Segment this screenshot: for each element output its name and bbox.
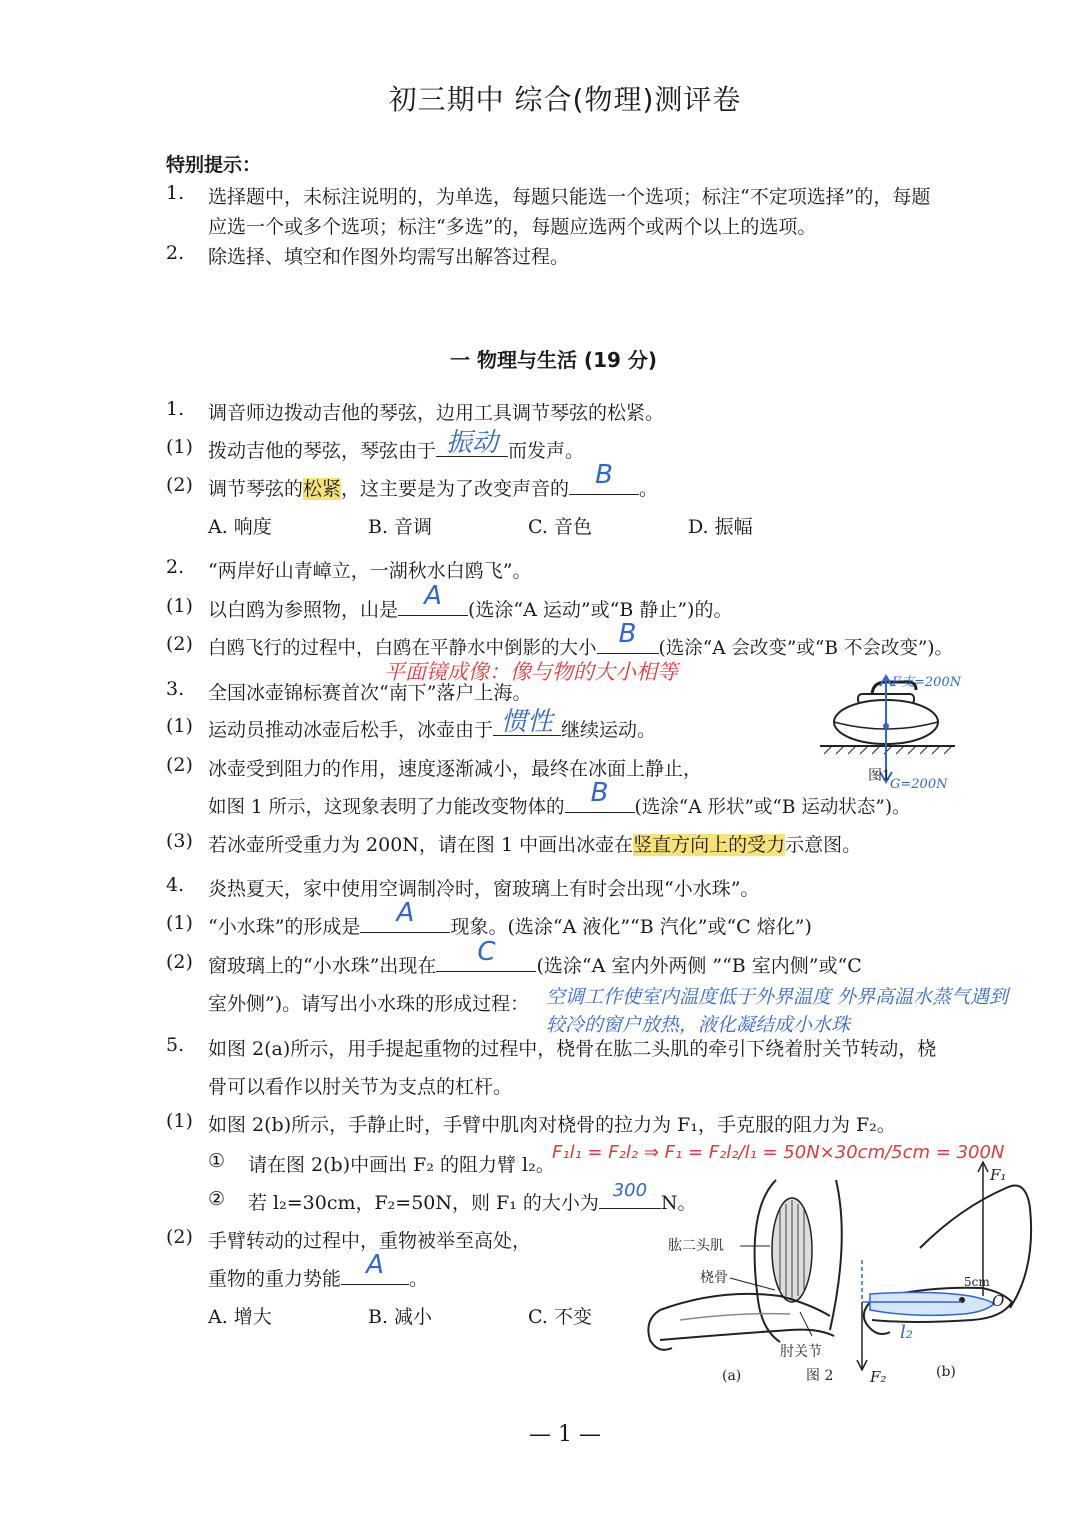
q2-p1-num: (1) — [166, 595, 193, 617]
q4-p2-line2: 室外侧”)。请写出小水珠的形成过程： — [208, 993, 530, 1015]
option-c: C. 音色 — [528, 516, 592, 538]
q3-p1-num: (1) — [166, 715, 193, 737]
q5-stem-1: 如图 2(a)所示，用手提起重物的过程中，桡骨在肱二头肌的牵引下绕着肘关节转动，桡 — [208, 1038, 937, 1060]
q3-p3-num: (3) — [166, 830, 193, 852]
figure-1-curling — [820, 668, 980, 793]
q3-p2-num: (2) — [166, 754, 193, 776]
label-f1: F₁ — [990, 1166, 1007, 1184]
q1-p1-num: (1) — [166, 436, 193, 458]
q3-p3: 若冰壶所受重力为 200N，请在图 1 中画出冰壶在竖直方向上的受力示意图。 — [208, 834, 862, 856]
force-support-label: F支=200N — [892, 675, 962, 690]
notice-item-2: 除选择、填空和作图外均需写出解答过程。 — [208, 246, 570, 268]
q5-p2-num: (2) — [166, 1226, 193, 1248]
q1-p2-blank[interactable]: B — [569, 474, 639, 495]
q4-p1-num: (1) — [166, 912, 193, 934]
q1-p1-answer: 振动 — [446, 428, 499, 458]
label-5cm: 5cm — [964, 1275, 990, 1289]
q4-p1: “小水珠”的形成是 A 现象。(选涂“A 液化”“B 汽化”或“C 熔化”) — [208, 898, 812, 938]
q5-stem-2: 骨可以看作以肘关节为支点的杠杆。 — [208, 1076, 513, 1098]
q2-p1-blank[interactable]: A — [398, 595, 468, 616]
option-d: D. 振幅 — [688, 516, 753, 538]
q5-p1: 如图 2(b)所示，手静止时，手臂中肌肉对桡骨的拉力为 F₁，手克服的阻力为 F₂。 — [208, 1114, 896, 1136]
q1-options — [208, 512, 848, 539]
q5-p1-num: (1) — [166, 1110, 193, 1132]
figure-2-caption: 图 2 — [806, 1368, 834, 1384]
q5-p2-blank[interactable]: A — [341, 1264, 409, 1285]
label-l2: l₂ — [900, 1322, 913, 1343]
q1-num: 1. — [166, 398, 185, 420]
q3-p1: 运动员推动冰壶后松手，冰壶由于 惯性 继续运动。 — [208, 707, 657, 741]
q2-num: 2. — [166, 556, 185, 578]
q3-p2-blank[interactable]: B — [565, 792, 635, 813]
q4-p2-num: (2) — [166, 951, 193, 973]
q5-p2-line1: 手臂转动的过程中，重物被举至高处， — [208, 1230, 532, 1252]
q5-s2: 若 l₂=30cm，F₂=50N，则 F₁ 的大小为 300 N。 — [248, 1180, 697, 1214]
q4-p1-blank[interactable]: A — [360, 912, 450, 933]
notice-num-2: 2. — [166, 242, 185, 264]
q2-p2-num: (2) — [166, 633, 193, 655]
section-heading: 一 物理与生活 (19 分) — [450, 348, 658, 372]
q1-stem: 调音师边拨动吉他的琴弦，边用工具调节琴弦的松紧。 — [208, 402, 665, 424]
label-a: (a) — [722, 1368, 742, 1384]
q2-handwritten-note: 平面镜成像：像与物的大小相等 — [384, 660, 678, 684]
q3-p1-blank[interactable]: 惯性 — [493, 715, 561, 736]
force-gravity-label: G=200N — [890, 777, 948, 792]
label-joint: 肘关节 — [780, 1344, 822, 1360]
q2-stem: “两岸好山青嶂立，一湖秋水白鸥飞”。 — [208, 560, 532, 582]
q5-p2-line2: 重物的重力势能 A 。 — [208, 1250, 429, 1290]
q4-p2-line1: 窗玻璃上的“小水珠”出现在 C (选涂“A 室内外两侧 ”“B 室内侧”或“C — [208, 937, 862, 977]
page-title: 初三期中 综合(物理)测评卷 — [388, 83, 742, 116]
q5-s2-num: ② — [208, 1188, 226, 1210]
label-f2: F₂ — [870, 1368, 887, 1386]
notice-heading: 特别提示： — [166, 154, 262, 176]
q1-p1-blank[interactable] — [436, 428, 508, 458]
figure-1-label: 图1 — [868, 768, 891, 784]
q3-p2-line2: 如图 1 所示，这现象表明了力能改变物体的 B (选涂“A 形状”或“B 运动状态”)。 — [208, 778, 911, 818]
q4-num: 4. — [166, 874, 185, 896]
q5-options — [208, 1302, 688, 1329]
q4-handwritten-answer-1: 空调工作使室内温度低于外界温度 外界高温水蒸气遇到 — [546, 986, 1009, 1008]
label-bone: 桡骨 — [700, 1270, 728, 1286]
notice-item-1-line1: 选择题中，未标注说明的，为单选，每题只能选一个选项；标注“不定项选择”的，每题 — [208, 186, 931, 208]
q1-p1: 拨动吉他的琴弦，琴弦由于 振动 而发声。 — [208, 436, 584, 463]
q4-stem: 炎热夏天，家中使用空调制冷时，窗玻璃上有时会出现“小水珠”。 — [208, 878, 760, 900]
label-o: O — [992, 1292, 1005, 1310]
option-a: A. 响度 — [208, 516, 272, 538]
q1-p2: 调节琴弦的松紧，这主要是为了改变声音的 B 。 — [208, 460, 659, 500]
q5-num: 5. — [166, 1034, 185, 1056]
option-b: B. 减小 — [368, 1306, 433, 1328]
q1-p2-num: (2) — [166, 474, 193, 496]
q5-s2-blank[interactable]: 300 — [599, 1188, 661, 1209]
notice-item-1-line2: 应选一个或多个选项；标注“多选”的，每题应选两个或两个以上的选项。 — [208, 216, 817, 238]
q2-p1: 以白鸥为参照物，山是 A (选涂“A 运动”或“B 静止”)的。 — [208, 581, 733, 621]
figure-2-arm — [640, 1160, 1060, 1400]
q4-p2-blank[interactable]: C — [436, 951, 536, 972]
notice-num-1: 1. — [166, 182, 185, 204]
option-c: C. 不变 — [528, 1306, 592, 1328]
label-b: (b) — [936, 1364, 956, 1380]
q3-num: 3. — [166, 678, 185, 700]
option-b: B. 音调 — [368, 516, 433, 538]
page-footer: — 1 — — [529, 1422, 601, 1447]
highlight: 松紧 — [303, 478, 342, 500]
q5-handwritten-calc: F₁l₁ = F₂l₂ ⇒ F₁ = F₂l₂/l₁ = 50N×30cm/5cm = 300N — [552, 1142, 1005, 1163]
highlight: 竖直方向上的受力 — [633, 834, 786, 856]
q3-p2-line1: 冰壶受到阻力的作用，速度逐渐减小，最终在冰面上静止， — [208, 758, 703, 780]
label-muscle: 肱二头肌 — [668, 1238, 724, 1254]
q5-s1-num: ① — [208, 1150, 226, 1172]
q2-p2-blank[interactable]: B — [597, 633, 659, 654]
q4-handwritten-answer-2: 较冷的窗户放热，液化凝结成小水珠 — [546, 1014, 851, 1036]
q5-s1: 请在图 2(b)中画出 F₂ 的阻力臂 l₂。 — [248, 1154, 555, 1176]
q2-p2: 白鸥飞行的过程中，白鸥在平静水中倒影的大小 B (选涂“A 会改变”或“B 不会改变”)。 — [208, 619, 953, 659]
q3-stem: 全国冰壶锦标赛首次“南下”落户上海。 — [208, 682, 532, 704]
option-a: A. 增大 — [208, 1306, 272, 1328]
